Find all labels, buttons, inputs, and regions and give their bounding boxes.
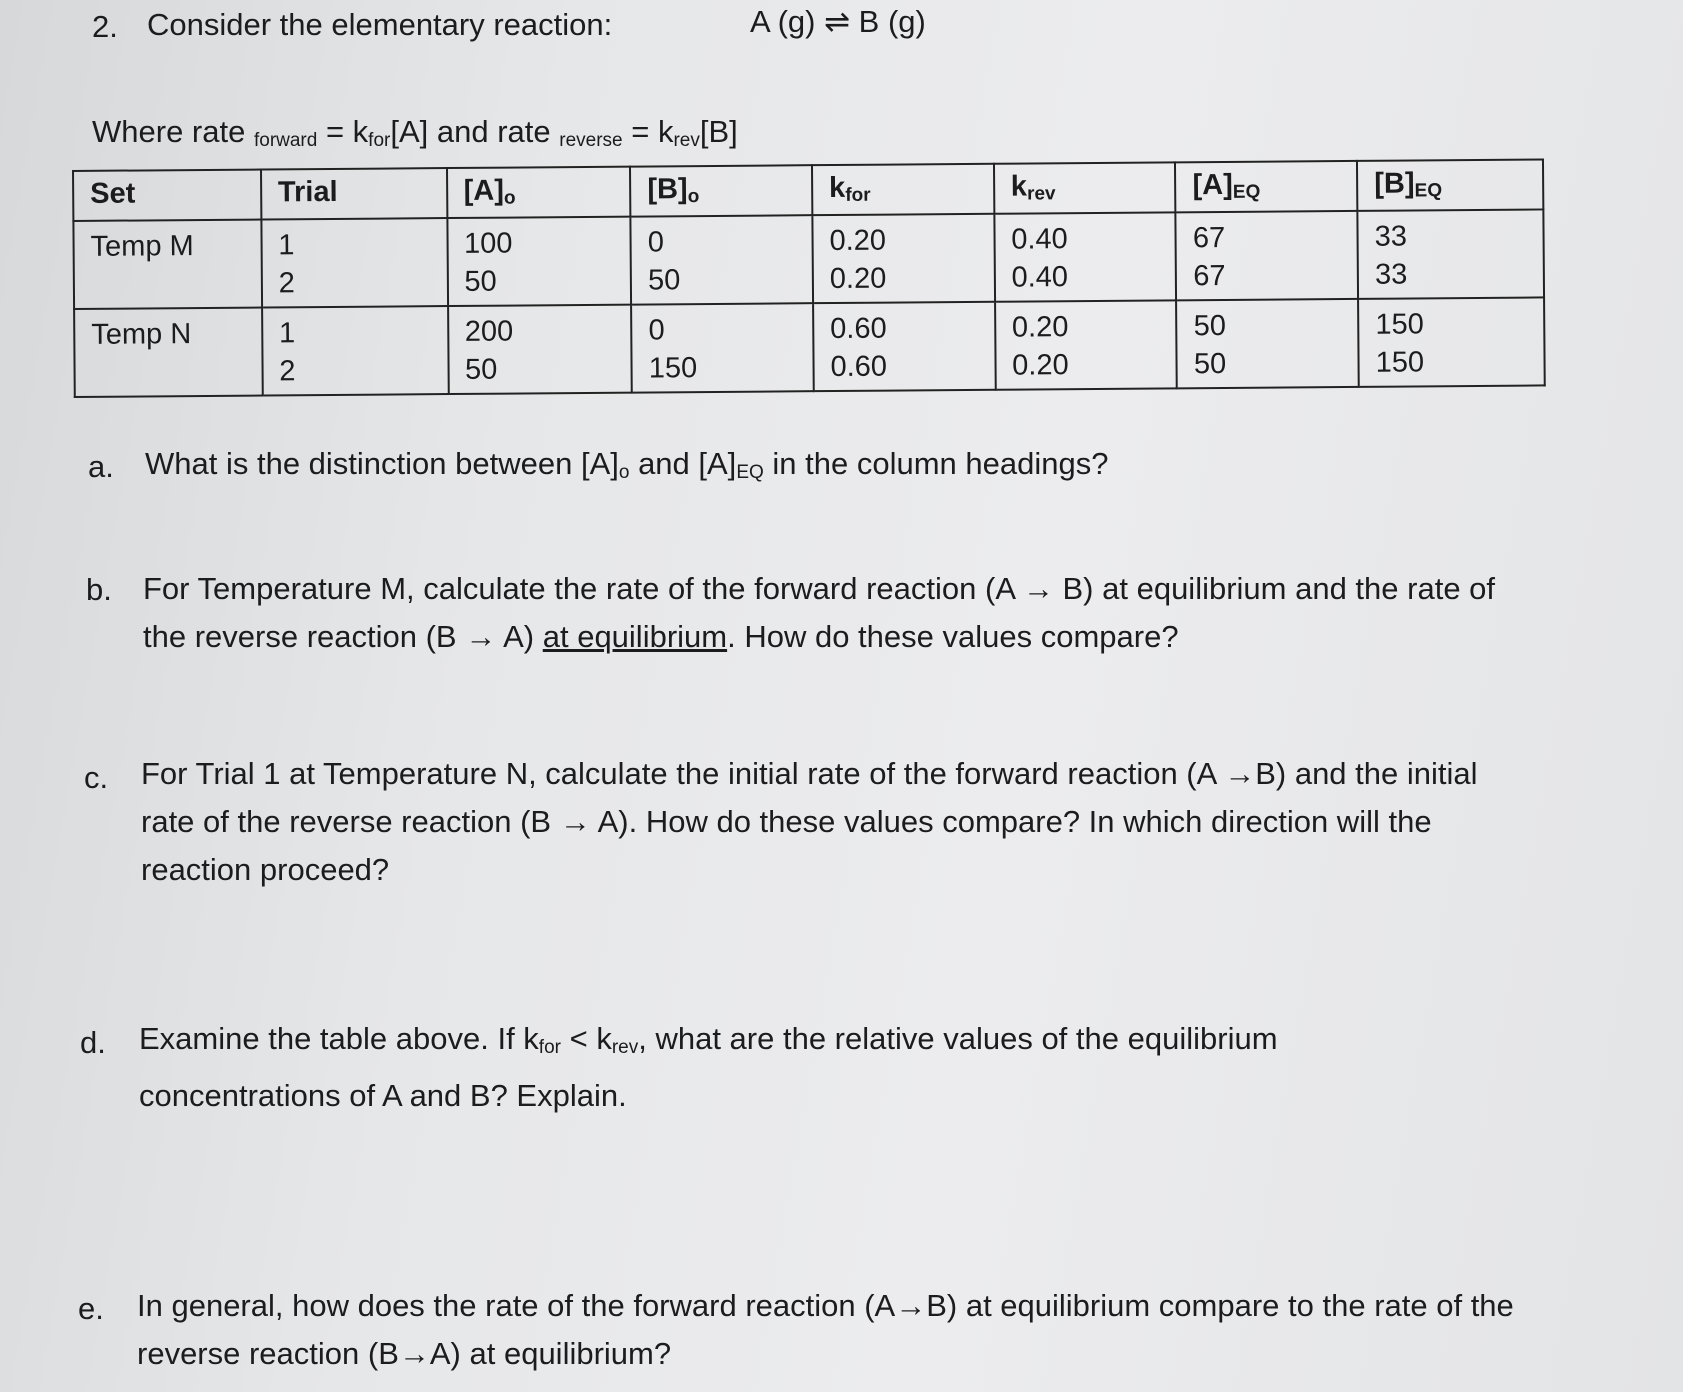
- question-number: [92, 5, 118, 49]
- cell-value: 33: [1374, 220, 1408, 253]
- cell-value: 0.40: [1011, 261, 1069, 294]
- rate-law-end: [B]: [699, 114, 738, 149]
- cell-a0: [447, 217, 631, 306]
- cell-value: 100: [463, 227, 513, 260]
- cell-set: Temp N: [74, 308, 262, 397]
- cell-value: 150: [1375, 346, 1425, 379]
- header-beq-sub: EQ: [1414, 180, 1443, 202]
- cell-value: 0.20: [1011, 311, 1069, 344]
- cell-value: 0: [648, 314, 665, 347]
- header-krev: [994, 162, 1176, 213]
- header-kfor: [812, 164, 994, 215]
- part-a-text: [145, 440, 1565, 497]
- header-kfor-sub: for: [845, 184, 871, 206]
- cell-a0: [448, 305, 632, 394]
- cell-value: 0.20: [829, 262, 887, 296]
- header-krev-text: k: [1010, 170, 1028, 203]
- table-row: [74, 297, 1545, 397]
- part-c-label: c.: [84, 760, 109, 795]
- cell-value: 1: [278, 317, 296, 350]
- table-row: [73, 209, 1544, 309]
- header-beq: [1357, 159, 1543, 210]
- header-a0-sub: o: [503, 187, 516, 209]
- cell-value: 0: [647, 226, 665, 259]
- cell-value: 1: [278, 229, 295, 262]
- header-set: Set: [73, 170, 261, 221]
- cell-value: 0.20: [1012, 349, 1069, 382]
- cell-value: 50: [464, 353, 498, 386]
- rate-law: [92, 110, 738, 163]
- cell-value: 2: [279, 355, 296, 388]
- cell-value: 0.60: [830, 312, 887, 346]
- cell-value: 150: [648, 352, 698, 385]
- header-kfor-text: k: [828, 171, 846, 205]
- cell-value: 33: [1374, 258, 1408, 291]
- cell-value: 67: [1192, 221, 1226, 255]
- cell-beq: [1358, 209, 1545, 298]
- cell-value: 50: [1193, 347, 1227, 381]
- part-d-t1: Examine the table above. If k: [139, 1021, 539, 1056]
- question-intro: Consider the elementary reaction:: [147, 7, 613, 42]
- part-a-label: a.: [88, 449, 114, 484]
- part-a-t1: What is the distinction between [A]: [145, 446, 619, 481]
- header-aeq-sub: EQ: [1232, 181, 1261, 203]
- cell-value: 50: [464, 265, 497, 298]
- cell-b0: [631, 303, 813, 392]
- reaction-equation: A (g) ⇌ B (g): [750, 4, 926, 39]
- header-aeq: [1175, 161, 1357, 212]
- cell-kfor: [813, 302, 995, 391]
- part-d-sub1: for: [538, 1037, 561, 1058]
- cell-value: 2: [278, 267, 295, 300]
- cell-beq: [1358, 297, 1545, 386]
- part-a-t2: and [A]: [638, 446, 737, 481]
- cell-trial: [261, 218, 447, 307]
- rate-law-forward-sub: forward: [253, 130, 318, 151]
- part-b-text: [143, 565, 1543, 661]
- cell-b0: [631, 215, 813, 304]
- cell-value: 0.20: [829, 224, 887, 258]
- part-d-label: d.: [80, 1025, 106, 1060]
- header-b0-text: [B]: [647, 173, 688, 206]
- part-d-t3: , what are the relative values of the equilibrium concentrations of A and B? Explain.: [139, 1021, 1278, 1113]
- part-a-sub1: o: [618, 462, 630, 483]
- cell-set: Temp M: [73, 220, 261, 309]
- part-b-label: b.: [86, 572, 112, 607]
- cell-value: 150: [1375, 308, 1424, 341]
- part-d-sub2: rev: [611, 1037, 639, 1058]
- part-b-t2: . How do these values compare?: [727, 619, 1179, 654]
- rate-law-mid: [A] and rate: [390, 114, 551, 149]
- rate-law-reverse-sub: reverse: [559, 130, 623, 151]
- cell-aeq: [1176, 211, 1358, 300]
- cell-value: 50: [1193, 309, 1227, 343]
- header-krev-sub: rev: [1026, 183, 1056, 205]
- part-e-text: In general, how does the rate of the forward reaction (A→B) at equilibrium compare to the rate of the reverse reaction (B→A) at equilibrium?: [137, 1288, 1514, 1371]
- cell-krev: [994, 212, 1176, 301]
- part-b-underlined: at equilibrium: [542, 619, 728, 654]
- rate-law-kfor-sub: for: [368, 130, 391, 151]
- header-a0: [446, 167, 630, 218]
- cell-trial: [262, 306, 448, 395]
- part-a-t3: in the column headings?: [772, 446, 1109, 481]
- rate-law-prefix: Where rate: [92, 114, 246, 149]
- part-d-t2: < k: [569, 1021, 612, 1056]
- data-table: [72, 158, 1546, 398]
- header-trial: Trial: [261, 168, 447, 219]
- cell-kfor: [812, 214, 994, 303]
- cell-aeq: [1176, 299, 1358, 388]
- rate-law-eq2: = k: [631, 114, 674, 149]
- cell-value: 0.40: [1011, 223, 1068, 256]
- header-b0-sub: o: [687, 186, 700, 208]
- part-e-label: e.: [78, 1291, 104, 1326]
- cell-value: 0.60: [830, 350, 888, 384]
- part-d-text: [139, 1015, 1409, 1120]
- part-c-text: For Trial 1 at Temperature N, calculate the initial rate of the forward reaction (A →B) and the initial rate of the reverse reaction (B → A). How do these values compare? In which direction will the reaction proceed?: [141, 756, 1478, 887]
- cell-value: 67: [1193, 259, 1226, 293]
- question-number-text: 2.: [92, 9, 118, 44]
- header-beq-text: [B]: [1374, 167, 1415, 200]
- rate-law-eq1: = k: [325, 114, 369, 149]
- header-b0: [630, 165, 812, 216]
- header-a0-text: [A]: [463, 174, 505, 207]
- part-a-sub2: EQ: [736, 462, 764, 483]
- cell-value: 50: [647, 264, 681, 297]
- cell-value: 200: [464, 315, 514, 348]
- part-b-t1: For Temperature M, calculate the rate of the forward reaction (A → B) at equilibrium and the rate of the reverse reaction (B → A): [143, 571, 1496, 654]
- cell-krev: [995, 300, 1177, 389]
- rate-law-krev-sub: rev: [673, 130, 700, 151]
- header-aeq-text: [A]: [1192, 168, 1233, 202]
